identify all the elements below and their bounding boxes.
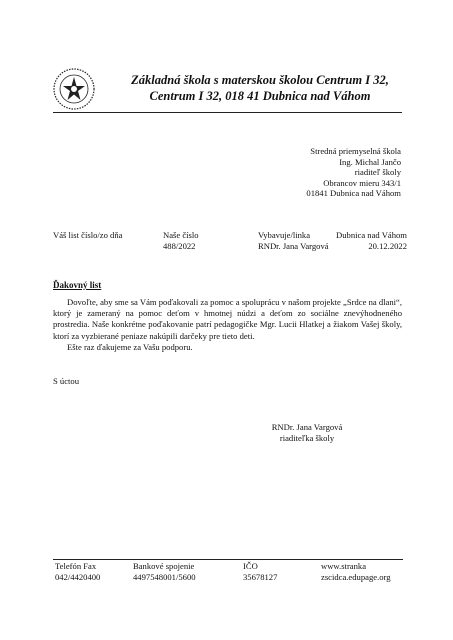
bank-value: 4497548001/5600 (133, 572, 196, 582)
place-date (318, 230, 407, 251)
greeting: S úctou (53, 376, 80, 386)
school-address: Centrum I 32, 018 41 Dubnica nad Váhom (149, 89, 371, 103)
footer-phone (55, 561, 100, 583)
place: Dubnica nad Váhom (336, 230, 407, 240)
our-number (163, 230, 199, 251)
signature-block (262, 422, 352, 443)
paragraph-thanks: Dovoľte, aby sme sa Vám poďakovali za pomoc a spoluprácu v našom projekte „Srdce na dlani“, ktorý je zameraný na pomoc deťom v hmotnej núdzi a deťom zo sociálne znevýhodneného prostredia. Naše konkrétne poďakovanie patrí pedagogičke Mgr. Lucii Hlatkej a žiakom Vašej školy, ktorí za vyzbierané peniaze nakúpili darčeky pre tieto deti. (53, 297, 402, 341)
signature-role: riaditeľka školy (279, 432, 335, 443)
footer-divider (53, 559, 403, 560)
web-label: www.stranka (321, 561, 367, 571)
phone-label: Telefón Fax (55, 561, 97, 571)
phone-value: 042/4420400 (55, 572, 101, 582)
footer-bank (133, 561, 196, 583)
handled-by-label: Vybavuje/linka (258, 230, 311, 240)
our-number-label: Naše číslo (163, 230, 199, 240)
letter-title: Ďakovný list (53, 280, 102, 290)
footer-ico (243, 561, 277, 583)
recipient-line: Stredná priemyselná škola (310, 146, 401, 156)
recipient-line: Ing. Michal Jančo (339, 156, 401, 167)
our-number-value: 488/2022 (163, 240, 196, 251)
ico-label: IČO (243, 561, 258, 571)
handled-by-value: RNDr. Jana Vargová (258, 240, 329, 251)
ico-value: 35678127 (243, 572, 278, 582)
your-letter-label: Váš list číslo/zo dňa (53, 230, 123, 240)
date: 20.12.2022 (368, 240, 407, 251)
recipient-address (280, 146, 401, 199)
paragraph-closing: Ešte raz ďakujeme za Vašu podporu. (67, 341, 193, 352)
school-header (110, 72, 410, 104)
header-divider (53, 112, 402, 113)
letter-body (53, 297, 402, 353)
recipient-line: riaditeľ školy (354, 167, 401, 178)
school-name: Základná škola s materskou školou Centrum I 32, (131, 73, 389, 87)
recipient-line: 01841 Dubnica nad Váhom (306, 188, 401, 199)
bank-label: Bankové spojenie (133, 561, 195, 571)
signature-name: RNDr. Jana Vargová (271, 422, 343, 432)
recipient-line: Obrancov mieru 343/1 (323, 177, 401, 188)
footer-web (321, 561, 391, 583)
web-value: zscidca.edupage.org (321, 572, 391, 582)
school-emblem-icon (51, 66, 97, 112)
